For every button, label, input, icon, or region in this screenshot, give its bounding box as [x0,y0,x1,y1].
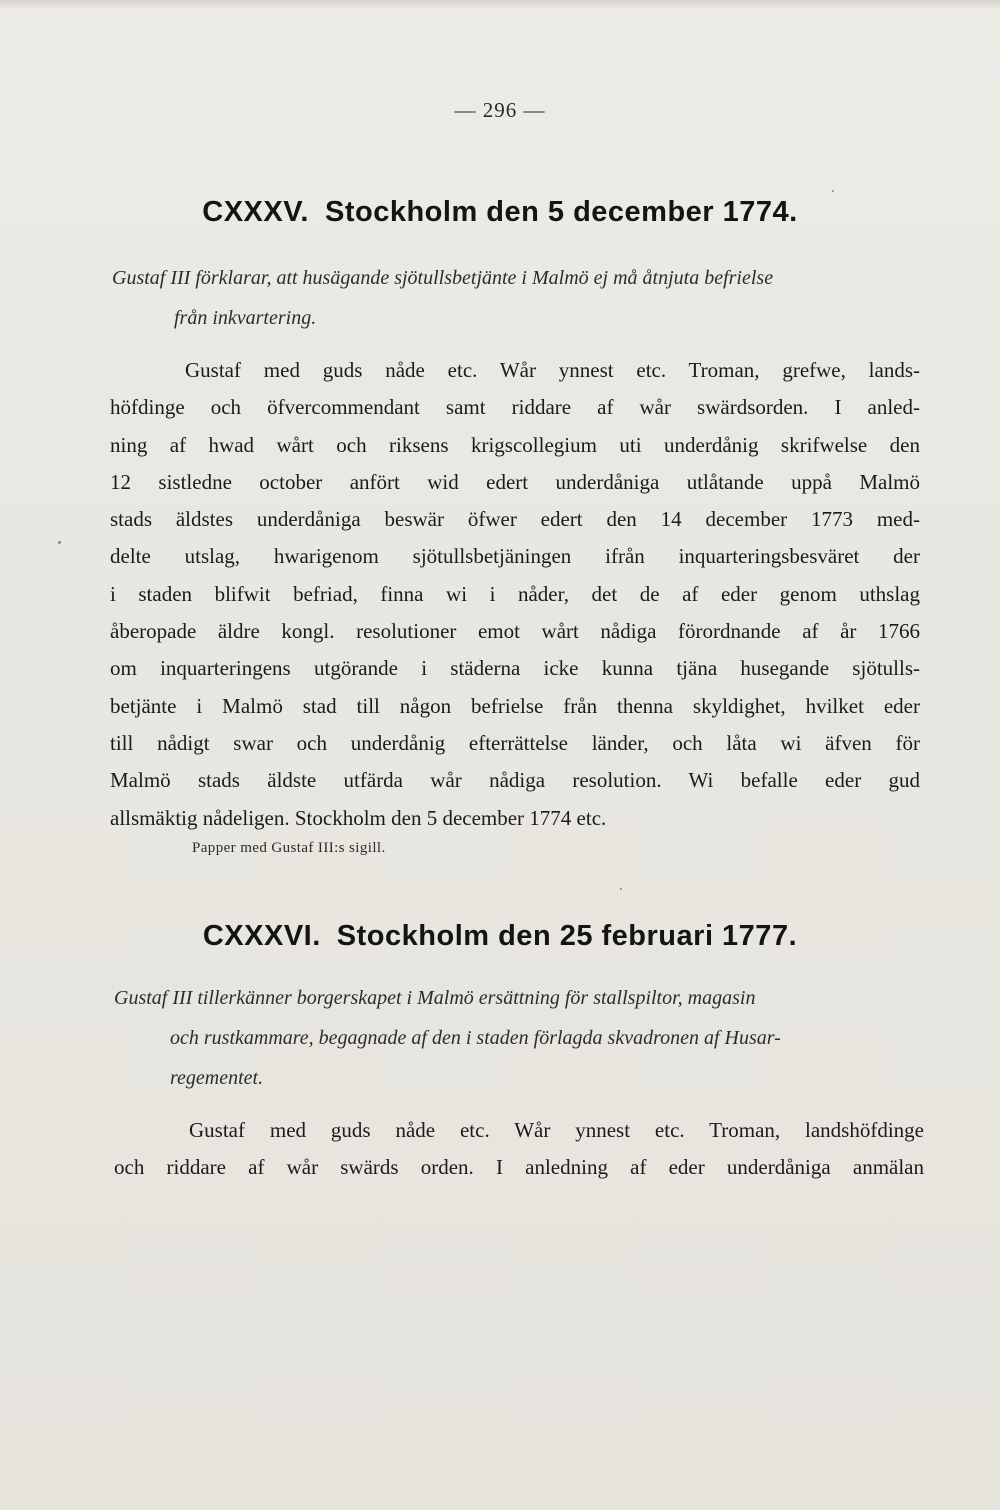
body-line: betjänte i Malmö stad till någon befrielse från thenna skyldighet, hvilket eder [110,693,920,718]
entry-summary-cxxxv [112,258,922,338]
body-line: om inquarteringens utgörande i städerna icke kunna tjäna husegande sjötulls- [110,656,920,681]
entry-number: CXXXVI. [202,920,321,952]
entry-heading-cxxxv [0,196,1000,229]
body-line: ning af hwad wårt och riksens krigscollegium uti underdånig skrifwelse den [110,432,920,457]
body-line: till nådigt swar och underdånig efterrättelse länder, och låta wi äfven för [110,730,920,755]
entry-number: CXXXV. [202,196,309,228]
summary-line: Gustaf III tillerkänner borgerskapet i Malmö ersättning för stallspiltor, magasin [114,987,756,1009]
paper-speck [620,888,622,890]
body-line: Gustaf med guds nåde etc. Wår ynnest etc. Troman, grefwe, lands- [185,358,920,382]
body-line: höfdinge och öfvercommendant samt riddare af wår swärdsorden. I anled- [110,395,920,420]
body-line: och riddare af wår swärds orden. I anledning af eder underdåniga anmälan [114,1155,924,1180]
paper-speck [832,190,834,192]
body-line: stads äldstes underdåniga beswär öfwer edert den 14 december 1773 med- [110,507,920,532]
scan-top-edge [0,0,1000,10]
body-line: i staden blifwit befriad, finna wi i nåder, det de af eder genom uthslag [110,581,920,606]
summary-line: från inkvartering. [174,307,317,329]
entry-summary-cxxxvi [114,978,924,1098]
body-line: allsmäktig nådeligen. Stockholm den 5 december 1774 etc. [110,805,607,830]
entry-body-cxxxv [110,352,920,837]
summary-line: Gustaf III förklarar, att husägande sjötullsbetjänte i Malmö ej må åtnjuta befrielse [112,267,774,289]
page-number: — 296 — [454,98,546,122]
entry-heading-cxxxvi [0,920,1000,953]
body-line: åberopade äldre kongl. resolutioner emot wårt nådiga förordnande af år 1766 [110,619,920,644]
body-line: Gustaf med guds nåde etc. Wår ynnest etc. Troman, landshöfdinge [189,1118,924,1142]
entry-title: Stockholm den 5 december 1774. [324,196,798,228]
body-line: delte utslag, hwarigenom sjötullsbetjäningen ifrån inquarteringsbesväret der [110,544,920,569]
paper-speck [58,541,61,544]
body-line: Malmö stads äldste utfärda wår nådiga resolution. Wi befalle eder gud [110,768,920,793]
seal-note: Papper med Gustaf III:s sigill. [192,840,386,856]
body-line: 12 sistledne october anfört wid edert underdåniga utlåtande uppå Malmö [110,469,920,494]
summary-line: regementet. [170,1067,264,1089]
summary-line: och rustkammare, begagnade af den i staden förlagda skvadronen af Husar- [170,1027,781,1049]
entry-body-cxxxvi [114,1112,924,1187]
entry-title: Stockholm den 25 februari 1777. [336,920,798,952]
